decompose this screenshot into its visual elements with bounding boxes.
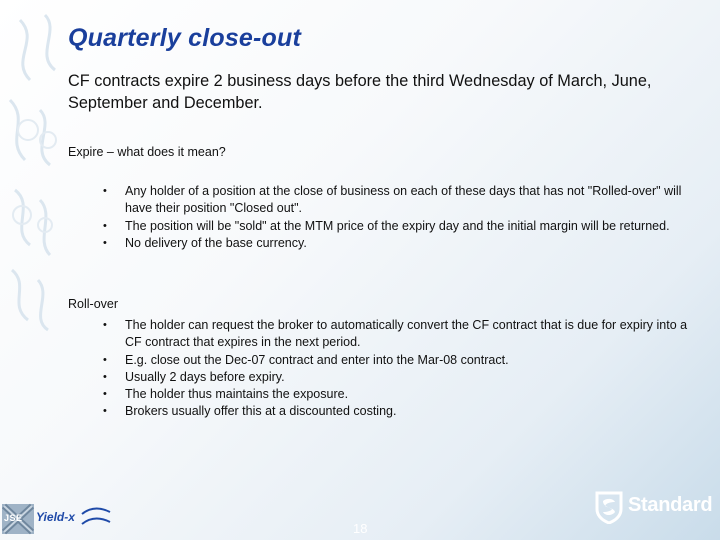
list-item bbox=[95, 317, 695, 352]
bullet-marker: • bbox=[103, 319, 107, 331]
bullet-text: The holder thus maintains the exposure. bbox=[125, 387, 349, 402]
bullet-marker: • bbox=[103, 370, 107, 383]
bullet-marker: • bbox=[103, 185, 107, 197]
list-item bbox=[95, 218, 695, 235]
page-number: 18 bbox=[353, 521, 368, 536]
yieldx-logo-text: Yield-x bbox=[36, 510, 75, 524]
bullet-marker: • bbox=[103, 388, 107, 401]
bullet-marker: • bbox=[103, 405, 107, 418]
list-item bbox=[95, 386, 695, 403]
list-item bbox=[95, 235, 695, 252]
slide-title: Quarterly close-out bbox=[68, 24, 302, 52]
rollover-bullet-list bbox=[95, 317, 695, 421]
section-heading-rollover: Roll-over bbox=[68, 297, 119, 311]
list-item bbox=[95, 183, 695, 218]
jse-logo-text: JSE bbox=[4, 513, 23, 523]
bullet-text: Any holder of a position at the close of business on each of these days that has not "Rolled-over" will have their position "Closed out". bbox=[125, 184, 682, 216]
standard-bank-logo-text: Standard bbox=[628, 494, 713, 516]
bullet-marker: • bbox=[103, 236, 107, 249]
expire-bullet-list bbox=[95, 183, 695, 252]
section-heading-expire: Expire – what does it mean? bbox=[68, 145, 226, 159]
list-item bbox=[95, 352, 695, 369]
list-item bbox=[95, 403, 695, 420]
bullet-text: The position will be "sold" at the MTM price of the expiry day and the initial margin will be returned. bbox=[125, 218, 670, 233]
standard-bank-shield-icon bbox=[594, 491, 624, 524]
bullet-marker: • bbox=[103, 219, 107, 232]
bullet-text: E.g. close out the Dec-07 contract and enter into the Mar-08 contract. bbox=[125, 352, 509, 367]
bullet-text: Brokers usually offer this at a discounted costing. bbox=[125, 404, 397, 419]
bullet-text: The holder can request the broker to automatically convert the CF contract that is due for expiry into a CF contract that expires in the next period. bbox=[125, 318, 688, 350]
bullet-text: No delivery of the base currency. bbox=[125, 235, 307, 250]
intro-paragraph: CF contracts expire 2 business days before the third Wednesday of March, June, September and December. bbox=[68, 72, 652, 112]
bullet-marker: • bbox=[103, 353, 107, 366]
list-item bbox=[95, 369, 695, 386]
bullet-text: Usually 2 days before expiry. bbox=[125, 369, 285, 384]
